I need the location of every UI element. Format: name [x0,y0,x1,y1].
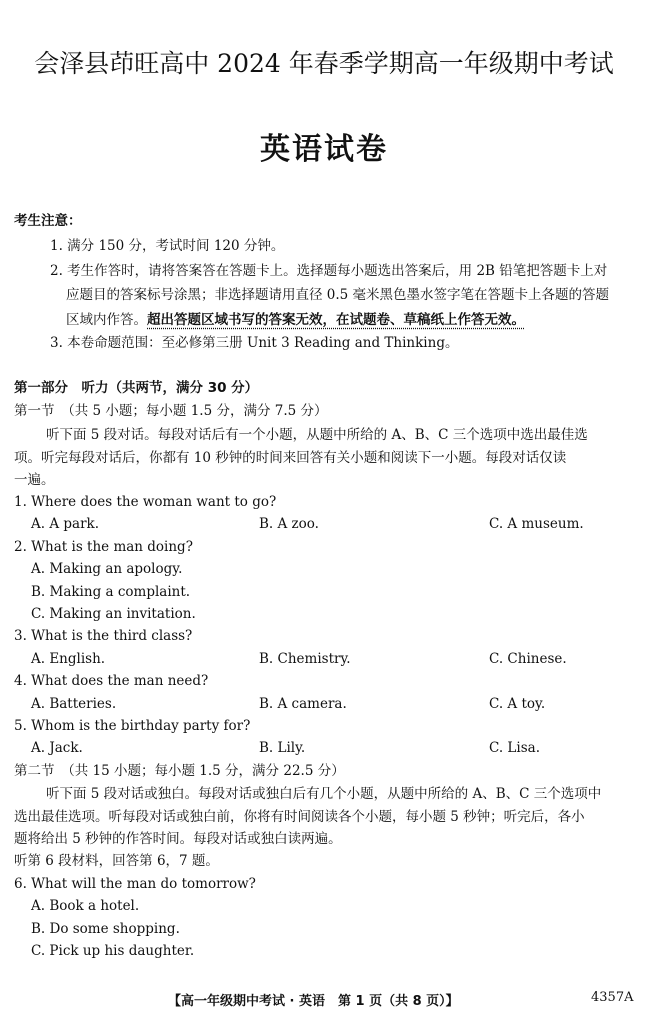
question-2-option-a: A. Making an apology. [31,561,183,577]
notice-heading: 考生注意： [14,213,82,229]
question-5-option-b: B. Lily. [259,740,306,756]
part1-heading: 第一部分 听力（共两节，满分 30 分） [14,380,259,396]
notice-item-1: 1. 满分 150 分，考试时间 120 分钟。 [50,238,285,254]
question-6-option-c: C. Pick up his daughter. [31,943,195,959]
section2-intro-line-2: 选出最佳选项。听每段对话或独白前，你将有时间阅读各个小题，每小题 5 秒钟；听完后，各小 [14,809,585,825]
notice-item-2-line-1: 2. 考生作答时，请将答案答在答题卡上。选择题每小题选出答案后，用 2B 铅笔把答题卡上对 [50,263,608,279]
section1-intro-line-1: 听下面 5 段对话。每段对话后有一个小题，从题中所给的 A、B、C 三个选项中选出最佳选 [46,427,588,443]
notice-item-2-line-3 [66,311,525,329]
section2-intro-line-1: 听下面 5 段对话或独白。每段对话或独白后有几个小题，从题中所给的 A、B、C 三个选项中 [46,786,602,802]
question-4-option-b: B. A camera. [259,696,347,712]
question-1-stem: 1. Where does the woman want to go? [14,494,277,510]
question-5-stem: 5. Whom is the birthday party for? [14,718,251,734]
question-2-stem: 2. What is the man doing? [14,539,193,555]
notice-item-3: 3. 本卷命题范围：至必修第三册 Unit 3 Reading and Thinking。 [50,335,459,351]
section1-intro-line-3: 一遍。 [14,472,55,488]
question-3-stem: 3. What is the third class? [14,628,193,644]
notice-item-2-line-2: 应题目的答案标号涂黑；非选择题请用直径 0.5 毫米黑色墨水签字笔在答题卡上各题的答题 [66,287,610,303]
question-1-option-c: C. A museum. [489,516,584,532]
question-2-option-b: B. Making a complaint. [31,584,191,600]
question-5-option-a: A. Jack. [31,740,83,756]
question-5-option-c: C. Lisa. [489,740,540,756]
section2-heading: 第二节 （共 15 小题；每小题 1.5 分，满分 22.5 分） [14,763,345,779]
question-3-option-c: C. Chinese. [489,651,567,667]
question-1-option-b: B. A zoo. [259,516,319,532]
question-3-option-a: A. English. [31,651,106,667]
question-4-option-a: A. Batteries. [31,696,117,712]
question-4-stem: 4. What does the man need? [14,673,209,689]
notice-emphasis: 超出答题区域书写的答案无效，在试题卷、草稿纸上作答无效。 [147,312,525,328]
question-3-option-b: B. Chemistry. [259,651,351,667]
page-footer: 【高一年级期中考试 · 英语 第 1 页（共 8 页）】 [168,994,459,1009]
question-4-option-c: C. A toy. [489,696,546,712]
page-title: 会泽县茚旺高中 2024 年春季学期高一年级期中考试 [34,49,614,78]
question-6-stem: 6. What will the man do tomorrow? [14,876,256,892]
section1-heading: 第一节 （共 5 小题；每小题 1.5 分，满分 7.5 分） [14,403,328,419]
question-6-option-a: A. Book a hotel. [31,898,140,914]
section2-material-note: 听第 6 段材料，回答第 6，7 题。 [14,853,219,869]
question-2-option-c: C. Making an invitation. [31,606,196,622]
section2-intro-line-3: 题将给出 5 秒钟的作答时间。每段对话或独白读两遍。 [14,831,342,847]
exam-code: 4357A [591,990,634,1005]
question-6-option-b: B. Do some shopping. [31,921,180,937]
section1-intro-line-2: 项。听完每段对话后，你都有 10 秒钟的时间来回答有关小题和阅读下一小题。每段对话仅读 [14,450,567,466]
question-1-option-a: A. A park. [31,516,99,532]
page-subtitle: 英语试卷 [260,132,388,167]
notice-item-2-prefix: 区域内作答。 [66,312,147,328]
